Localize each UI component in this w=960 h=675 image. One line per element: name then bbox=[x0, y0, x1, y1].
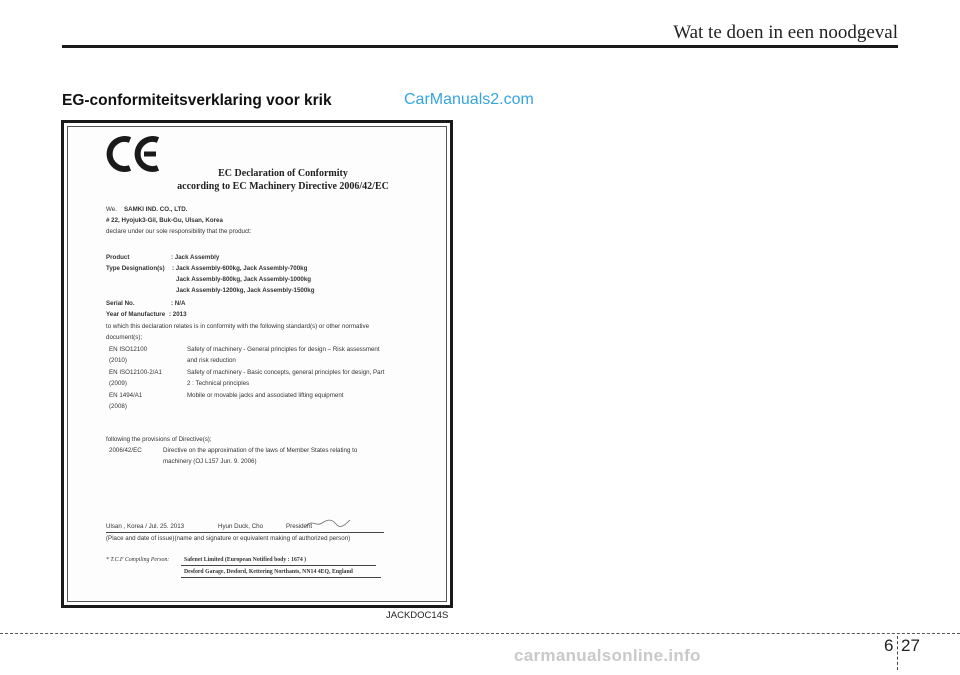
type-value-2: Jack Assembly-800kg, Jack Assembly-1000kg bbox=[176, 276, 312, 283]
serial-value: : N/A bbox=[171, 300, 186, 307]
declaration-title-line2: according to EC Machinery Directive 2006/42/EC bbox=[177, 181, 389, 192]
tcf-rule-2 bbox=[181, 577, 381, 578]
we-label: We. bbox=[106, 206, 117, 213]
tcf-line-1: Safenet Limited (European Notified body : 1674 ) bbox=[184, 557, 307, 563]
conformity-text-2: document(s); bbox=[106, 334, 143, 341]
standard-desc: Mobile or movable jacks and associated lifting equipment bbox=[187, 392, 344, 399]
standard-desc-cont: and risk reduction bbox=[187, 357, 236, 364]
signature-line bbox=[106, 532, 384, 533]
declaration-figure bbox=[61, 120, 453, 608]
signer-name: Hyun Duck, Cho bbox=[218, 523, 264, 530]
company-name: SAMKI IND. CO., LTD. bbox=[124, 206, 188, 213]
figure-caption: JACKDOC14S bbox=[386, 610, 449, 621]
standard-code: EN ISO12100 bbox=[109, 346, 148, 353]
tcf-label: * T.C.F Compiling Person: bbox=[106, 557, 170, 563]
declaration-title-line1: EC Declaration of Conformity bbox=[218, 168, 348, 179]
declaration-document bbox=[67, 126, 447, 602]
standard-desc: Safety of machinery - General principles for design – Risk assessment bbox=[187, 346, 380, 353]
provisions-intro: following the provisions of Directive(s); bbox=[106, 436, 212, 443]
chapter-title: Wat te doen in een noodgeval bbox=[673, 22, 898, 43]
signer-title: President bbox=[286, 523, 313, 530]
standard-desc: Safety of machinery - Basic concepts, general principles for design, Part bbox=[187, 369, 385, 376]
watermark-top: CarManuals2.com bbox=[404, 91, 534, 108]
header-rule bbox=[62, 45, 898, 48]
product-value: : Jack Assembly bbox=[171, 254, 220, 261]
serial-label: Serial No. bbox=[106, 300, 135, 307]
tcf-line-2: Desford Garage, Desford, Kettering Northants, NN14 4EQ, England bbox=[184, 569, 353, 575]
standard-code: EN ISO12100-2/A1 bbox=[109, 369, 162, 376]
signature-caption: (Place and date of issue)(name and signature or equivalent making of authorized person) bbox=[106, 535, 351, 542]
footer-rule bbox=[0, 633, 960, 634]
standard-desc-cont: 2 : Technical principles bbox=[187, 380, 250, 387]
type-label: Type Designation(s) bbox=[106, 265, 165, 272]
place-date: Ulsan , Korea / Jul. 25. 2013 bbox=[106, 523, 185, 530]
watermark-bottom: carmanualsonline.info bbox=[514, 646, 701, 665]
page-number-separator bbox=[897, 636, 898, 670]
conformity-text-1: to which this declaration relates is in conformity with the following standard(s) or other normative bbox=[106, 323, 370, 330]
product-label: Product bbox=[106, 254, 130, 261]
standard-year: (2008) bbox=[109, 403, 127, 410]
directive-code: 2006/42/EC bbox=[109, 447, 142, 454]
year-label: Year of Manufacture bbox=[106, 311, 166, 318]
tcf-rule-1 bbox=[181, 565, 376, 566]
year-value: : 2013 bbox=[169, 311, 187, 318]
declaration-title bbox=[138, 167, 428, 193]
declare-text: declare under our sole responsibility that the product: bbox=[106, 228, 252, 235]
type-value-1: : Jack Assembly-600kg, Jack Assembly-700kg bbox=[172, 265, 308, 272]
type-value-3: Jack Assembly-1200kg, Jack Assembly-1500kg bbox=[176, 287, 315, 294]
page-chapter-number: 6 bbox=[884, 636, 894, 655]
standard-year: (2009) bbox=[109, 380, 127, 387]
standard-code: EN 1494/A1 bbox=[109, 392, 143, 399]
company-address: # 22, Hyojuk3-Gil, Buk-Gu, Ulsan, Korea bbox=[106, 217, 223, 224]
standard-year: (2010) bbox=[109, 357, 127, 364]
directive-desc-2: machinery (OJ L157 Jun. 9. 2006) bbox=[163, 458, 257, 465]
page-number: 27 bbox=[901, 636, 920, 655]
directive-desc-1: Directive on the approximation of the laws of Member States relating to bbox=[163, 447, 358, 454]
section-heading: EG-conformiteitsverklaring voor krik bbox=[62, 92, 332, 109]
